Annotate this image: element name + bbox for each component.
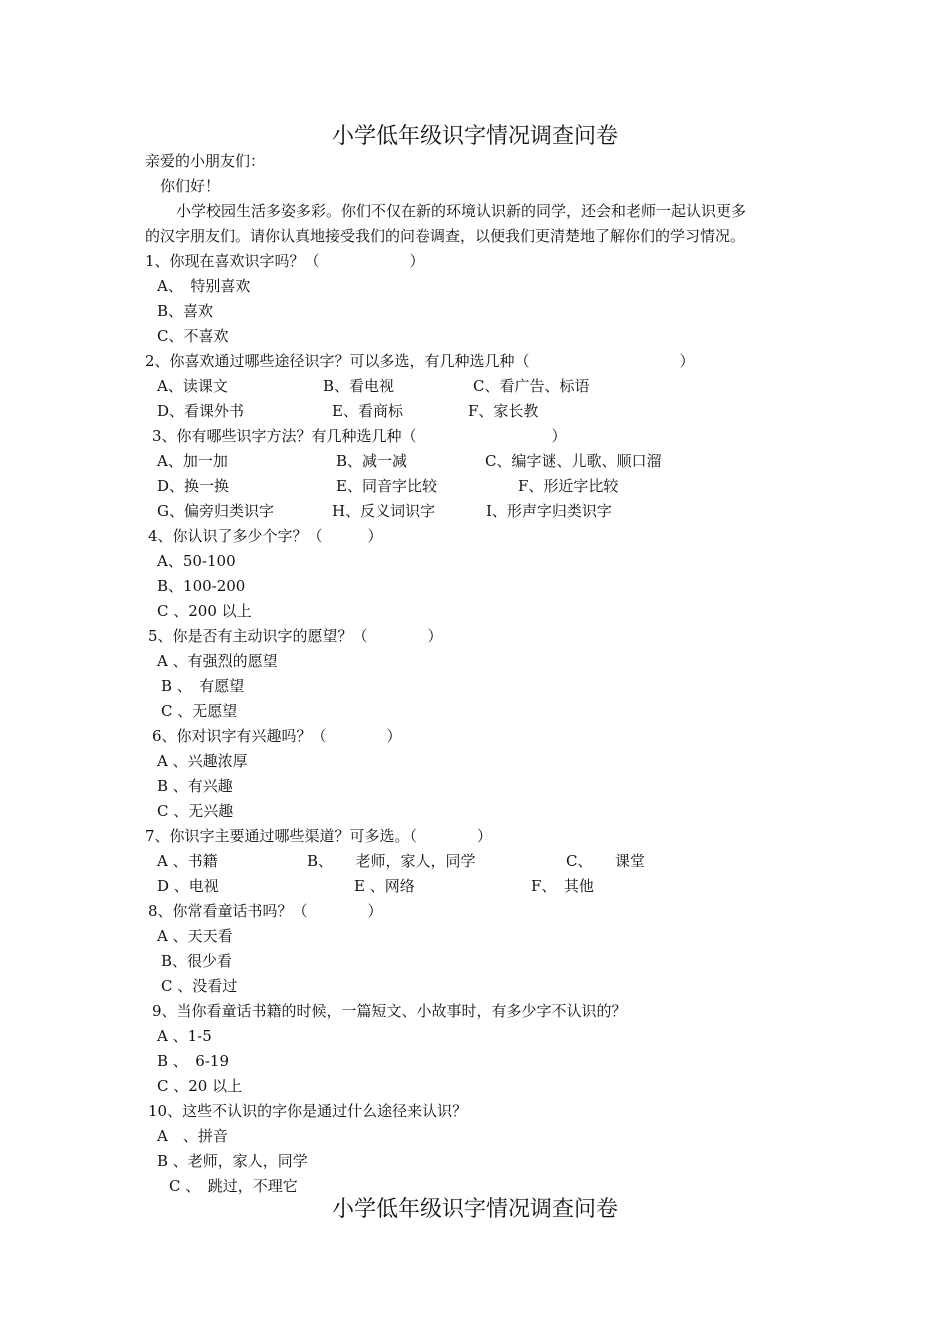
q5-option-a: A 、有强烈的愿望 — [157, 652, 278, 670]
q8-option-b: B、很少看 — [161, 952, 233, 970]
question-8: 8、你常看童话书吗？（ ） — [148, 902, 383, 920]
q6-option-c: C 、无兴趣 — [157, 802, 234, 820]
q7-option-c: C、 课堂 — [566, 852, 645, 870]
intro-line-1: 小学校园生活多姿多彩。你们不仅在新的环境认识新的同学，还会和老师一起认识更多 — [176, 202, 747, 220]
q6-option-a: A 、兴趣浓厚 — [157, 752, 248, 770]
q4-option-b: B、100-200 — [157, 577, 246, 595]
q6-option-b: B 、有兴趣 — [157, 777, 233, 795]
q7-option-f: F、 其他 — [531, 877, 594, 895]
q9-option-b: B 、 6-19 — [157, 1052, 229, 1070]
q3-option-a: A、加一加 — [157, 452, 228, 470]
q8-option-c: C 、没看过 — [161, 977, 238, 995]
q2-option-b: B、看电视 — [323, 377, 395, 395]
question-4: 4、你认识了多少个字？（ ） — [148, 527, 383, 545]
question-7: 7、你识字主要通过哪些渠道？可多选。（ ） — [145, 827, 493, 845]
q5-option-b: B 、 有愿望 — [161, 677, 245, 695]
q2-option-e: E、看商标 — [332, 402, 403, 420]
q1-option-c: C、不喜欢 — [157, 327, 229, 345]
question-3: 3、你有哪些识字方法？有几种选几种（ ） — [152, 427, 567, 445]
page-title: 小学低年级识字情况调查问卷 — [331, 124, 618, 149]
q9-option-c: C 、20 以上 — [157, 1077, 243, 1095]
question-10: 10、这些不认识的字你是通过什么途径来认识？ — [148, 1102, 468, 1120]
q3-option-f: F、形近字比较 — [518, 477, 619, 495]
q3-option-i: I、形声字归类识字 — [486, 502, 612, 520]
question-9: 9、当你看童话书籍的时候，一篇短文、小故事时，有多少字不认识的？ — [152, 1002, 627, 1020]
hello: 你们好！ — [160, 177, 221, 195]
greeting: 亲爱的小朋友们： — [145, 152, 266, 170]
q3-option-g: G、偏旁归类识字 — [157, 502, 274, 520]
q2-option-d: D、看课外书 — [157, 402, 245, 420]
q10-option-a: A 、拼音 — [157, 1127, 228, 1145]
q3-option-e: E、同音字比较 — [336, 477, 437, 495]
q2-option-a: A、读课文 — [157, 377, 228, 395]
q2-option-f: F、家长教 — [468, 402, 539, 420]
q10-option-c: C 、 跳过，不理它 — [169, 1177, 298, 1195]
q3-option-c: C、编字谜、儿歌、顺口溜 — [485, 452, 662, 470]
q3-option-b: B、减一减 — [336, 452, 408, 470]
q8-option-a: A 、天天看 — [157, 927, 233, 945]
q7-option-b: B、 老师，家人，同学 — [307, 852, 476, 870]
q4-option-a: A、50-100 — [157, 552, 236, 570]
q10-option-b: B 、老师，家人，同学 — [157, 1152, 308, 1170]
q7-option-a: A 、书籍 — [157, 852, 218, 870]
q1-option-b: B、喜欢 — [157, 302, 214, 320]
q7-option-e: E 、网络 — [354, 877, 415, 895]
footer-title: 小学低年级识字情况调查问卷 — [331, 1197, 618, 1222]
q3-option-h: H、反义词识字 — [332, 502, 436, 520]
question-5: 5、你是否有主动识字的愿望？（ ） — [148, 627, 443, 645]
question-1: 1、你现在喜欢识字吗？（ ） — [145, 252, 425, 270]
q3-option-d: D、换一换 — [157, 477, 230, 495]
q5-option-c: C 、无愿望 — [161, 702, 238, 720]
question-6: 6、你对识字有兴趣吗？（ ） — [152, 727, 402, 745]
q2-option-c: C、看广告、标语 — [473, 377, 590, 395]
q1-option-a: A、 特别喜欢 — [157, 277, 251, 295]
q9-option-a: A 、1-5 — [157, 1027, 212, 1045]
q7-option-d: D 、电视 — [157, 877, 219, 895]
q4-option-c: C 、200 以上 — [157, 602, 252, 620]
question-2: 2、你喜欢通过哪些途径识字？可以多选，有几种选几种（ ） — [145, 352, 695, 370]
intro-line-2: 的汉字朋友们。请你认真地接受我们的问卷调查，以便我们更清楚地了解你们的学习情况。 — [145, 227, 746, 245]
